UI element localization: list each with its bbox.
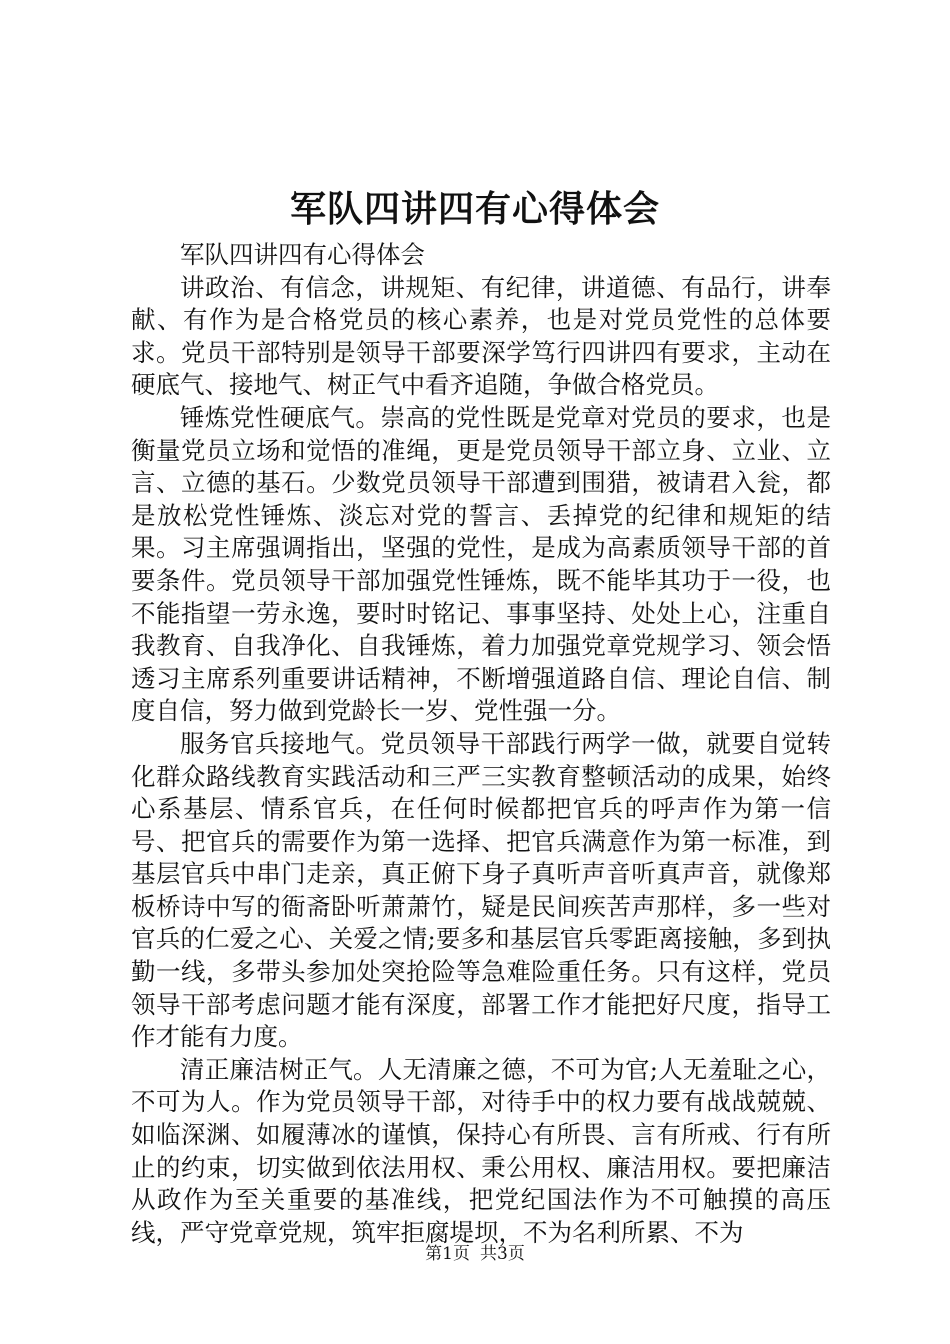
paragraph-intro: 讲政治、有信念，讲规矩、有纪律，讲道德、有品行，讲奉献、有作为是合格党员的核心素养，也是对党员党性的总体要求。党员干部特别是领导干部要深学笃行四讲四有要求，主动在硬底气、接地气、树正气中看齐追随，争做合格党员。 <box>131 272 831 400</box>
paragraph-integrity: 清正廉洁树正气。人无清廉之德，不可为官;人无羞耻之心，不可为人。作为党员领导干部，对待手中的权力要有战战兢兢、如临深渊、如履薄冰的谨慎，保持心有所畏、言有所戒、行有所止的约束，切实做到依法用权、秉公用权、廉洁用权。要把廉洁从政作为至关重要的基准线，把党纪国法作为不可触摸的高压线，严守党章党规，筑牢拒腐堤坝，不为名利所累、不为 <box>131 1054 831 1247</box>
document-title: 军队四讲四有心得体会 <box>289 188 660 230</box>
paragraph-heading: 军队四讲四有心得体会 <box>180 240 425 269</box>
paragraph-serve-soldiers: 服务官兵接地气。党员领导干部践行两学一做，就要自觉转化群众路线教育实践活动和三严三实教育整顿活动的成果，始终心系基层、情系官兵，在任何时候都把官兵的呼声作为第一信号、把官兵的需要作为第一选择、把官兵满意作为第一标准，到基层官兵中串门走亲，真正俯下身子真听声音听真声音，就像郑板桥诗中写的衙斋卧听萧萧竹，疑是民间疾苦声那样，多一些对官兵的仁爱之心、关爱之情;要多和基层官兵零距离接触，多到执勤一线，多带头参加处突抢险等急难险重任务。只有这样，党员领导干部考虑问题才能有深度，部署工作才能把好尺度，指导工作才能有力度。 <box>131 728 831 1052</box>
paragraph-party-spirit: 锤炼党性硬底气。崇高的党性既是党章对党员的要求，也是衡量党员立场和觉悟的准绳，更是党员领导干部立身、立业、立言、立德的基石。少数党员领导干部遭到围猎，被请君入瓮，都是放松党性锤炼、淡忘对党的誓言、丢掉党的纪律和规矩的结果。习主席强调指出，坚强的党性，是成为高素质领导干部的首要条件。党员领导干部加强党性锤炼，既不能毕其功于一役，也不能指望一劳永逸，要时时铭记、事事坚持、处处上心，注重自我教育、自我净化、自我锤炼，着力加强党章党规学习、领会悟透习主席系列重要讲话精神，不断增强道路自信、理论自信、制度自信，努力做到党龄长一岁、党性强一分。 <box>131 402 831 726</box>
document-body <box>131 239 831 1249</box>
page-total: 共3页 <box>480 1244 525 1264</box>
page-number: 第1页 <box>425 1244 470 1264</box>
page-footer <box>0 1242 950 1266</box>
